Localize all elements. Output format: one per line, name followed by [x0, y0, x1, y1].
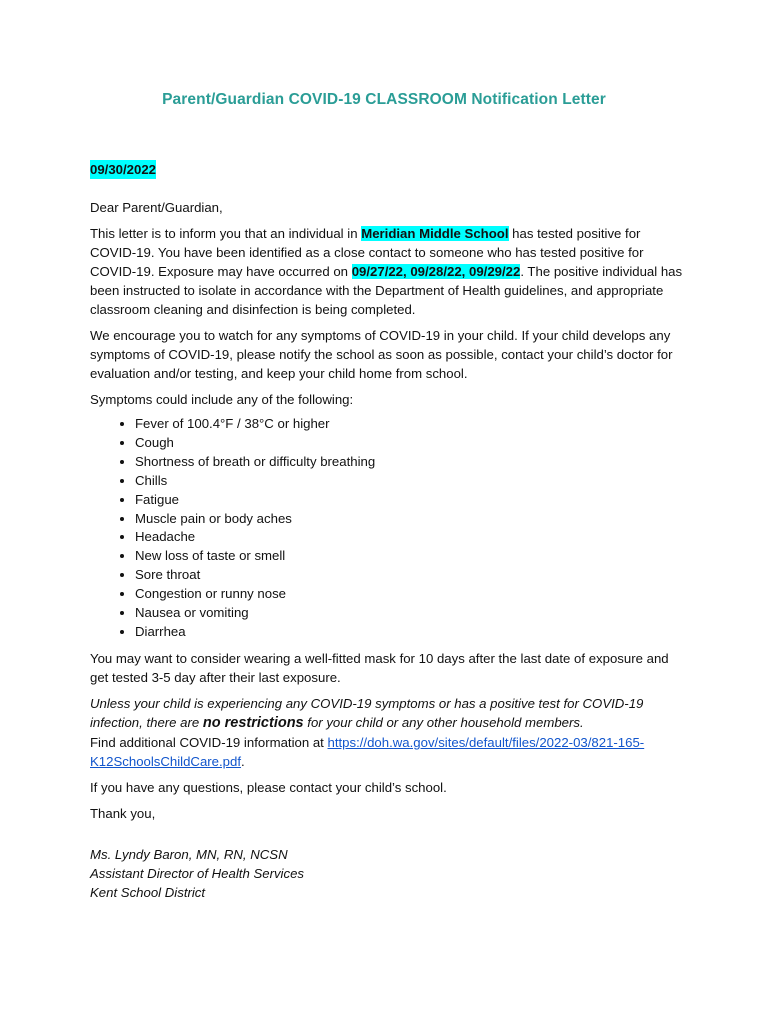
signature-name: Ms. Lyndy Baron, MN, RN, NCSN	[90, 846, 288, 862]
school-name: Meridian Middle School	[361, 226, 509, 241]
info-label: Find additional COVID-19 information at	[90, 734, 328, 750]
list-item: • Fatigue	[135, 491, 690, 510]
signature-role: Assistant Director of Health Services	[90, 865, 305, 881]
list-item: • Shortness of breath or difficulty breathing	[135, 453, 690, 472]
letter-title: Parent/Guardian COVID-19 CLASSROOM Notification Letter	[162, 91, 606, 108]
notification-middle: has tested positive for COVID-19. You have been identified as a close contact to someone who has tested positive for COVID-19. Exposure may have occurred on	[90, 226, 644, 279]
notification-intro: This letter is to inform you that an individual in	[90, 226, 358, 241]
list-item: • Cough	[135, 434, 690, 453]
questions-paragraph: If you have any questions, please contact your child’s school.	[90, 779, 447, 795]
list-item: • Diarrhea	[135, 623, 690, 642]
list-item: • New loss of taste or smell	[135, 547, 690, 566]
symptom-watch-paragraph: We encourage you to watch for any symptoms of COVID-19 in your child. If your child develops any symptoms of COVID-19, please notify the school as soon as possible, contact your child’s doctor for evaluation and/or testing, and keep your child home from school.	[90, 328, 673, 381]
symptoms-intro: Symptoms could include any of the following:	[90, 392, 354, 407]
list-item: • Chills	[135, 472, 690, 491]
signature-block	[90, 845, 690, 902]
restrictions-before: Unless your child is experiencing any COVID-19 symptoms or has a positive test for COVID-19 infection, there are	[90, 695, 644, 730]
notification-paragraph	[90, 224, 690, 319]
info-trailing: .	[241, 753, 245, 769]
list-item: • Fever of 100.4°F / 38°C or higher	[135, 415, 690, 434]
list-item: • Sore throat	[135, 566, 690, 585]
thanks-line: Thank you,	[90, 805, 156, 821]
list-item: • Congestion or runny nose	[135, 585, 690, 604]
letter-body	[90, 160, 690, 902]
list-item: • Headache	[135, 528, 690, 547]
notification-closing: . The positive individual has been instructed to isolate in accordance with the Department of Health guidelines, and appropriate classroom cleaning and disinfection is being completed.	[90, 264, 683, 317]
info-paragraph	[90, 733, 690, 771]
symptoms-list	[90, 415, 690, 642]
list-item: • Muscle pain or body aches	[135, 510, 690, 529]
exposure-dates: 09/27/22, 09/28/22, 09/29/22	[351, 264, 521, 279]
doh-info-link[interactable]: https://doh.wa.gov/sites/default/files/2022-03/821-165-K12SchoolsChildCare.pdf	[90, 734, 645, 769]
restrictions-after: for your child or any other household members.	[303, 714, 584, 730]
letter-date: 09/30/2022	[90, 162, 157, 177]
signature-org: Kent School District	[90, 884, 206, 900]
greeting: Dear Parent/Guardian,	[90, 200, 223, 215]
no-restrictions-emphasis: no restrictions	[202, 714, 304, 731]
mask-paragraph: You may want to consider wearing a well-fitted mask for 10 days after the last date of exposure and get tested 3-5 day after their last exposure.	[90, 650, 669, 685]
list-item: • Nausea or vomiting	[135, 604, 690, 623]
restrictions-paragraph	[90, 694, 690, 733]
